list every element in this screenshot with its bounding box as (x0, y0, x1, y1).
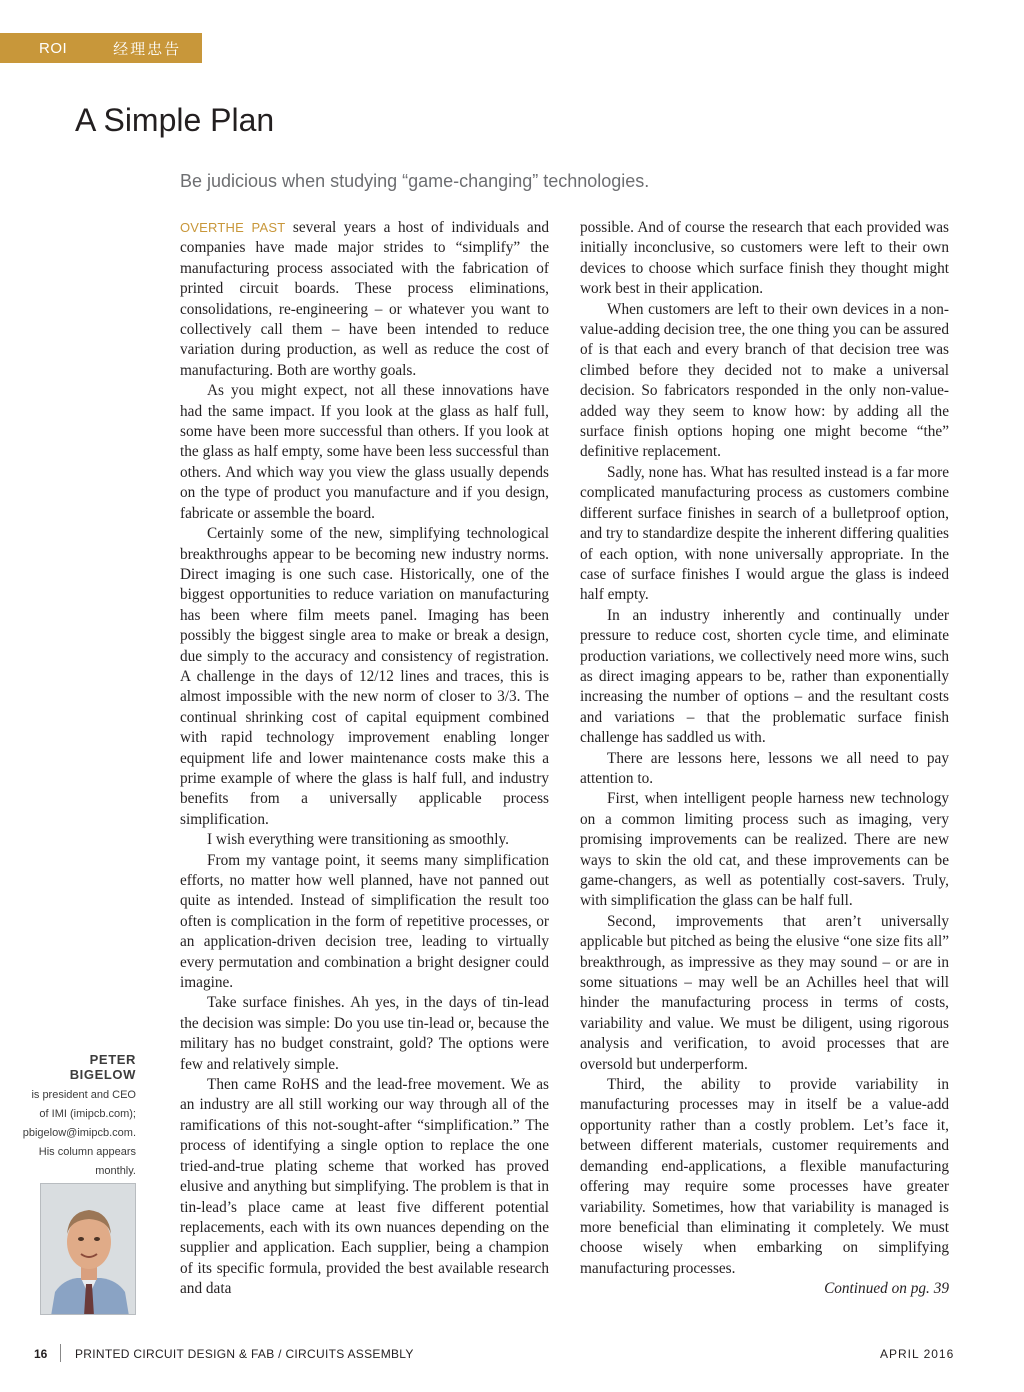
article-title: A Simple Plan (75, 102, 275, 138)
lead-in: OVERTHE PAST (180, 220, 286, 235)
paragraph: In an industry inherently and continually under pressure to reduce cost, shorten cycle time, and eliminate production variations, we collectively need more wins, such as direct imaging appears to be, rather than exponentially increasing the number of options – and the resultant costs and variations – that the problematic surface finish challenge has saddled us with. (580, 606, 949, 747)
paragraph: Sadly, none has. What has resulted instead is a far more complicated manufacturing process as customers combine different surface finishes in search of a bulletproof option, and try to standardize despite the inherent differing qualities of each option, with none universally appropriate. In the case of surface finishes I would argue the glass is indeed half empty. (580, 463, 949, 604)
section-tab (0, 33, 202, 63)
article-column-left (180, 218, 549, 1300)
paragraph: Second, improvements that aren’t universally applicable but pitched as being the elusive “one size fits all” breakthrough, as impressive as they may sound – or are in some situations – may well be an Achilles heel that will hinder the manufacturing process in terms of costs, variability and value. We must be diligent, using rigorous analysis and verification, to avoid processes that are oversold but underperform. (580, 912, 949, 1073)
section-label: ROI (39, 39, 68, 57)
paragraph: From my vantage point, it seems many simplification efforts, no matter how well planned, have not panned out quite as intended. Instead of simplification the result too often is complication in the form of repetitive processes, or an application-driven decision tree, leading to virtually every permutation and combination a bright designer could imagine. (180, 851, 549, 992)
author-bio (20, 1052, 136, 1181)
page-number: 16 (34, 1347, 48, 1361)
paragraph: First, when intelligent people harness new technology on a common limiting process such as imaging, very promising improvements can be realized. There are new ways to skin the old cat, and these improvements can be game-changers, as well as potentially cost-savers. Truly, with simplification the glass can be half full. (580, 790, 949, 910)
publication-name: PRINTED CIRCUIT DESIGN & FAB / CIRCUITS ASSEMBLY (75, 1347, 414, 1361)
paragraph: When customers are left to their own devices in a non-value-adding decision tree, the one thing you can be assured of is that each and every branch of that decision tree was climbed before they decided not to make a universal decision. So fabricators responded in the only non-value-added way they seem to know how: by adding all the surface finish options hoping one might become “the” definitive replacement. (580, 300, 949, 461)
issue-date: APRIL 2016 (880, 1347, 955, 1361)
article-deck: Be judicious when studying “game-changing” technologies. (180, 171, 650, 191)
paragraph: Then came RoHS and the lead-free movement. We as an industry are all still working our way through all of the ramifications of this not-sought-after “simplification.” The process of identifying a single option to replace the one tried-and-true plating scheme that worked has proved elusive and anything but simplifying. The problem is that in tin-lead’s place came at least five different potential replacements, each with its own nuances depending on the supplier and application. Each supplier, being a champion of its specific formula, provided the best available research and data (180, 1076, 549, 1298)
author-portrait-icon (41, 1184, 136, 1315)
paragraph: Third, the ability to provide variability in manufacturing processes may in itself be a value-add opportunity rather than a costly problem. Let’s face it, between different materials, customer requirements and demanding end-applications, a flexible manufacturing offering may require some processes have greater variability. Sometimes, how that variability is managed is more beneficial than eliminating it completely. We must choose wisely when embarking on simplifying manufacturing processes. (580, 1076, 949, 1277)
author-description: is president and CEO of IMI (imipcb.com); pbigelow@imipcb.com. His column appears monthly. (22, 1089, 136, 1177)
author-name: PETER BIGELOW (69, 1052, 136, 1082)
paragraph: There are lessons here, lessons we all need to pay attention to. (580, 749, 949, 787)
section-label-chinese: 经理忠告 (113, 39, 182, 58)
article-column-right (580, 218, 949, 1300)
paragraph: As you might expect, not all these innovations have had the same impact. If you look at the glass as half full, some have been more successful than others. If you look at the glass as half empty, some have been less successful than others. And which way you view the glass usually depends on the type of product you manufacture and if you design, fabricate or assemble the board. (180, 382, 549, 522)
paragraph: possible. And of course the research that each provided was initially inconclusive, so customers were left to their own devices to choose which surface finish they thought might work best in their application. (580, 219, 949, 298)
paragraph: I wish everything were transitioning as smoothly. (207, 831, 509, 849)
author-photo (40, 1183, 136, 1315)
continued-note: Continued on pg. 39 (824, 1280, 949, 1298)
paragraph: Take surface finishes. Ah yes, in the days of tin-lead the decision was simple: Do you use tin-lead or, because the military has no budget constraint, gold? The options were few and relatively simple. (180, 994, 549, 1073)
paragraph: OVERTHE PAST several years a host of individuals and companies have made major strides to “simplify” the manufacturing process associated with the fabrication of printed circuit boards. These process eliminations, consolidations, re-engineering – or whatever you want to collectively call them – have been intended to reduce variation during production, as well as reduce the cost of manufacturing. Both are worthy goals. (180, 219, 550, 379)
paragraph: Certainly some of the new, simplifying technological breakthroughs appear to be becoming new industry norms. Direct imaging is one such case. Historically, one of the biggest opportunities to reduce variation on manufacturing has been where film meets panel. Imaging has been possibly the biggest single area to make or break a design, due simply to the accuracy and consistency of registration. A challenge in the days of 12/12 lines and traces, this is almost impossible with the new norm of closer to 3/3. The continual shrinking cost of capital equipment combined with rapid technology improvement enabling longer equipment life and lower maintenance costs make this a prime example of where the glass is half full, and industry benefits from a universally applicable process simplification. (180, 525, 549, 828)
footer-divider (60, 1344, 61, 1362)
